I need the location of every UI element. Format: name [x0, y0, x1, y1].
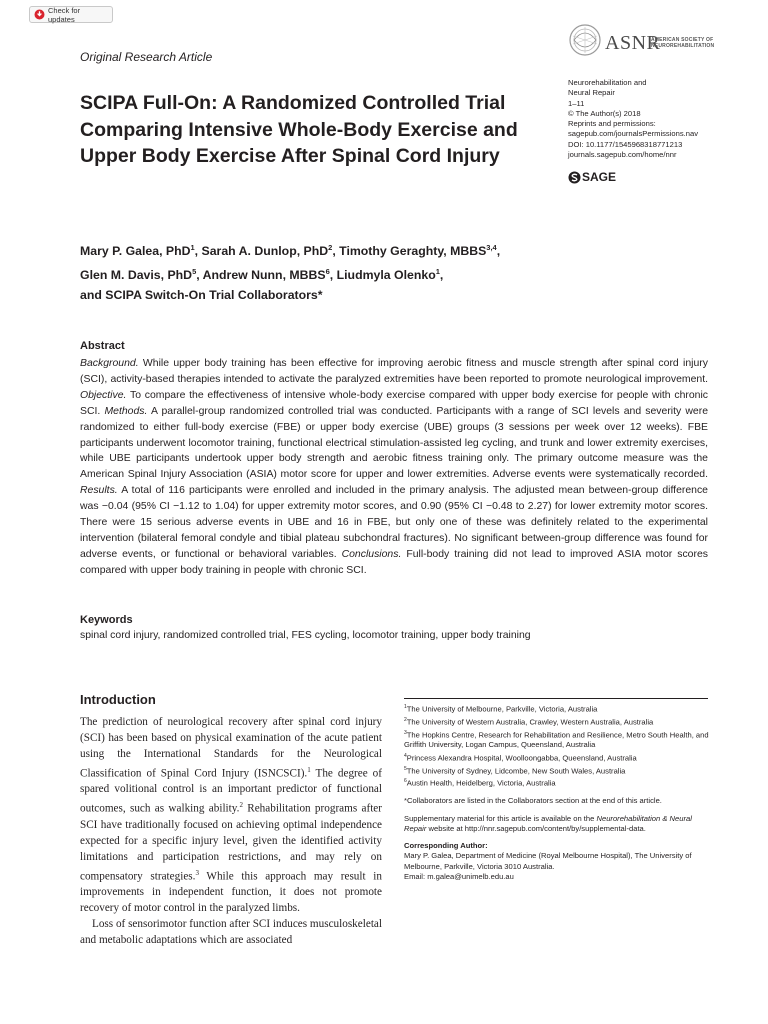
abstract-text-results: A total of 116 participants were enrolled and included in the primary analysis. The adjusted mean between-group difference was −0.04 (95% CI −1.12 to 1.04) for upper extremity motor scores, and 0.90 (95% CI −0.48 to 2.27) for lower extremity motor scores. There were 15 serious adverse events in UBE and 16 in FBE, but only one of these was definitely related to the experimental intervention (bilateral femoral condyle and tibial plateau subchondral fractures). No significant between-group difference was found for adverse events, or functional or behavioral variables. — [80, 485, 708, 560]
author-affiliation-ref: 1 — [190, 243, 195, 252]
affiliation-number: 3 — [404, 729, 407, 736]
sage-logo-mark — [568, 171, 581, 184]
footnotes — [404, 702, 710, 882]
corresponding-author-label: Corresponding Author: — [404, 841, 488, 851]
author-affiliation-ref: 6 — [325, 266, 330, 276]
journal-info-line: Reprints and permissions: — [568, 119, 656, 129]
keywords-list: spinal cord injury, randomized controlled trial, FES cycling, locomotor training, upper body training — [80, 630, 531, 641]
asnr-logo-mark — [567, 22, 603, 62]
affiliation — [404, 715, 710, 728]
affiliation-number: 4 — [404, 752, 407, 759]
affiliation-number: 5 — [404, 765, 407, 772]
affiliation-text: The University of Sydney, Lidcombe, New South Wales, Australia — [406, 766, 626, 776]
author-name: Mary P. Galea, PhD — [80, 244, 191, 259]
author-name: Glen M. Davis, PhD — [80, 267, 193, 282]
sage-logo — [568, 170, 616, 184]
author-affiliation-ref: 1 — [435, 266, 440, 276]
corresponding-author-email[interactable]: Email: m.galea@unimelb.edu.au — [404, 872, 514, 882]
introduction-paragraph: Loss of sensorimotor function after SCI induces musculoskeletal and metabolic adaptations which are associated — [80, 918, 382, 946]
asnr-society-line1: AMERICAN SOCIETY OF — [651, 37, 714, 43]
asnr-society-line2: NEUROREHABILITATION — [651, 43, 715, 49]
abstract-text-conclusions: Full-body training did not lead to improved ASIA motor scores compared with upper body training in people with chronic SCI. — [80, 548, 708, 576]
supplementary-text: Supplementary material for this article is available on the — [404, 813, 597, 823]
journal-info-line: Neural Repair — [568, 88, 615, 98]
abstract-heading: Abstract — [80, 340, 125, 352]
introduction-text: Rehabilitation programs after SCI have traditionally focused on achieving optimal independence expected for a specific injury level, given the identified activity limitations and participation restrictions, and may rely on compensatory strategies. — [80, 803, 382, 883]
abstract-text-objective: To compare the effectiveness of intensive whole-body exercise compared with upper body exercise for people with chronic SCI. — [80, 389, 708, 417]
journal-info — [568, 78, 698, 160]
asnr-society-name — [651, 37, 714, 49]
article-type: Original Research Article — [80, 50, 213, 64]
author-list: Mary P. Galea, PhD$^1$, Sarah A. Dunlop, PhD$^2$, Timothy Geraghty, MBBS$^{3,4}$, Glen M. Davis, PhD$^5$, Andrew Nunn, MBBS$^6$, Liudmyla Olenko$^1$, and SCIPA Switch-On Trial Collaborators* — [80, 243, 501, 303]
journal-info-line: DOI: 10.1177/1545968318771213 — [568, 139, 683, 149]
affiliation — [404, 728, 710, 751]
asnr-acronym: ASNR — [605, 32, 661, 54]
affiliation-number: 6 — [404, 778, 407, 785]
keywords-heading: Keywords — [80, 614, 133, 626]
author-collaborators: and SCIPA Switch-On Trial Collaborators* — [80, 288, 323, 303]
author-affiliation-ref: 2 — [328, 243, 333, 252]
author-name: Liudmyla Olenko — [336, 267, 436, 282]
introduction-heading: Introduction — [80, 692, 156, 707]
introduction-text: The prediction of neurological recovery after spinal cord injury (SCI) has been based on physical examination of the acute patient using the International Standards for the Neurological Classification of Spinal Cord Injury (ISNCSCI). — [80, 716, 382, 780]
author-affiliation-ref: 5 — [192, 266, 197, 276]
affiliation-number: 1 — [404, 704, 407, 710]
journal-info-line: © The Author(s) 2018 — [568, 108, 641, 118]
supplementary-journal: Neurorehabilitation & Neural Repair — [404, 813, 692, 833]
journal-info-line: 1–11 — [568, 98, 585, 108]
collaborators-note: *Collaborators are listed in the Collaborators section at the end of this article. — [404, 796, 662, 806]
affiliation — [404, 776, 710, 789]
abstract-text-methods: A parallel-group randomized controlled trial was conducted. Participants with a range of SCI levels and severity were randomized to either full-body exercise (FBE) or upper body exercise (UBE) groups (3 sessions per week over 12 weeks). FBE participants underwent locomotor training, functional electrical stimulation-assisted leg cycling, and trunk and lower extremity exercises, while UBE participants undertook upper body strength and aerobic fitness training only. The primary outcome measure was the American Spinal Injury Association (ASIA) motor score for upper and lower extremities. Adverse events were systematically recorded. — [80, 405, 708, 481]
introduction-paragraph — [80, 715, 382, 917]
introduction-body — [80, 715, 382, 949]
author-affiliation-ref: 3,4 — [486, 243, 497, 252]
affiliation-text: Princess Alexandra Hospital, Woolloongabba, Queensland, Australia — [406, 753, 637, 763]
check-for-updates-label: Check for updates — [48, 5, 81, 24]
check-for-updates-button[interactable] — [29, 6, 113, 23]
affiliation-number: 2 — [404, 716, 407, 723]
affiliation — [404, 751, 710, 764]
citation-ref[interactable]: 3 — [195, 868, 199, 877]
affiliation — [404, 702, 710, 715]
affiliation-text: Austin Health, Heidelberg, Victoria, Australia — [406, 778, 556, 788]
affiliation — [404, 764, 710, 777]
affiliation-text: The University of Melbourne, Parkville, Victoria, Australia — [406, 704, 598, 714]
affiliation-text: The Hopkins Centre, Research for Rehabilitation and Resilience, Metro South Health, and Griffith University, Logan Campus, Queensland, Australia — [404, 730, 709, 750]
introduction-text: The degree of spared volitional control is an important predictor of functional outcomes, such as walking ability. — [80, 767, 382, 815]
introduction-text: While this approach may result in improvements in independent function, it does not promote recovery of motor control in the paralyzed limbs. — [80, 870, 382, 915]
abstract-text-background: While upper body training has been effective for improving aerobic fitness and muscle strength after spinal cord injury (SCI), activity-based therapies intended to activate the paralyzed extremities have been reported to promote neurological improvement. — [80, 358, 708, 385]
footnote-divider — [404, 698, 708, 699]
abstract-label-methods: Methods. — [104, 405, 148, 417]
journal-info-line: journals.sagepub.com/home/nnr — [568, 150, 677, 160]
sage-wordmark: SAGE — [582, 170, 617, 184]
author-name: Timothy Geraghty, MBBS — [339, 244, 487, 259]
asnr-logo — [567, 22, 717, 62]
abstract-label-results: Results. — [80, 485, 118, 497]
journal-info-line: sagepub.com/journalsPermissions.nav — [568, 129, 699, 139]
author-name: Sarah A. Dunlop, PhD — [201, 244, 329, 259]
article-title: SCIPA Full-On: A Randomized Controlled Trial Comparing Intensive Whole-Body Exercise and Upper Body Exercise After Spinal Cord Injury — [80, 92, 518, 167]
abstract-body — [80, 356, 708, 579]
abstract-label-background: Background. — [80, 358, 139, 369]
citation-ref[interactable]: 1 — [307, 765, 311, 774]
corresponding-author-address: Mary P. Galea, Department of Medicine (Royal Melbourne Hospital), The University of Melbourne, Parkville, Victoria 3010 Australia. — [404, 851, 692, 871]
affiliation-text: The University of Western Australia, Crawley, Western Australia, Australia — [406, 717, 654, 727]
journal-info-line: Neurorehabilitation and — [568, 78, 647, 87]
citation-ref[interactable]: 2 — [239, 801, 243, 810]
author-name: Andrew Nunn, MBBS — [202, 267, 326, 282]
abstract-label-objective: Objective. — [80, 389, 127, 401]
supplementary-link[interactable]: website at http://nnr.sagepub.com/content/by/supplemental-data. — [426, 823, 646, 833]
supplementary-note — [404, 814, 710, 835]
abstract-label-conclusions: Conclusions. — [341, 548, 402, 560]
check-for-updates-icon — [34, 9, 45, 20]
